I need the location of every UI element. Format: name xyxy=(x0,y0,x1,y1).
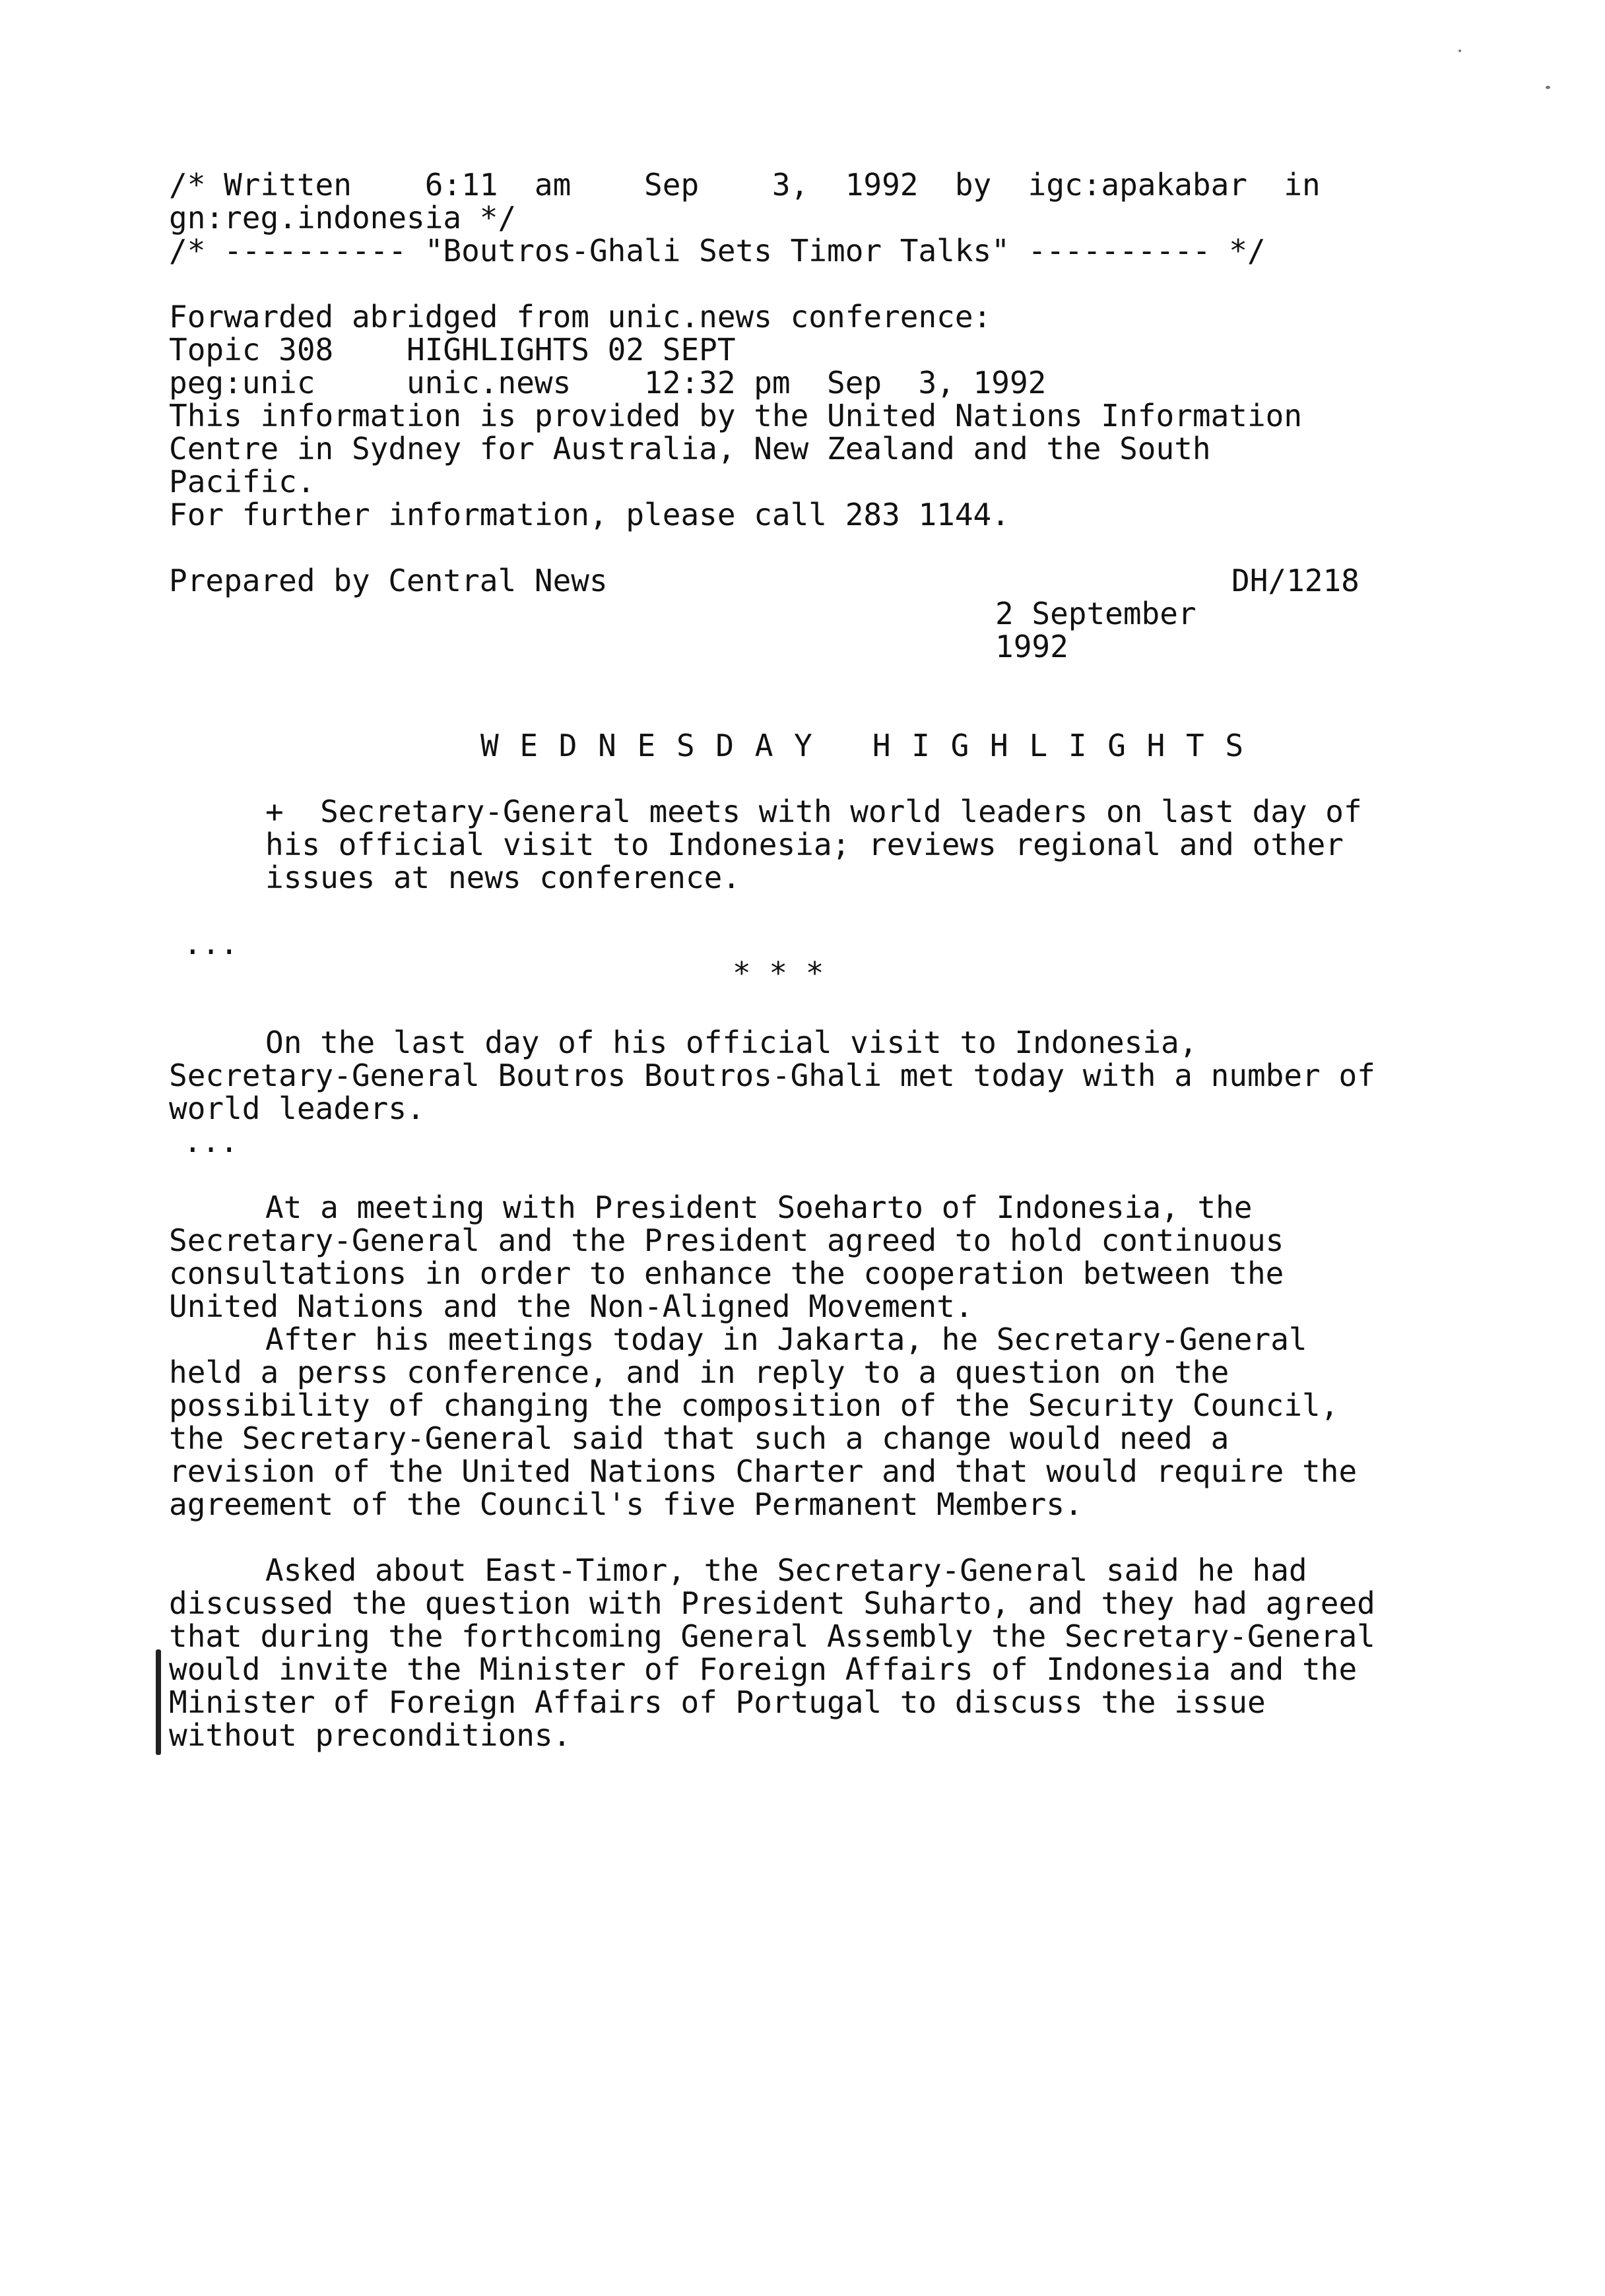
margin-mark xyxy=(156,1649,161,1755)
forward-line-1: Forwarded abridged from unic.news conference: xyxy=(169,299,992,335)
forward-line-2: Topic 308 HIGHLIGHTS 02 SEPT xyxy=(169,332,736,367)
bullet-line-2 xyxy=(265,828,1344,861)
forward-line-7: For further information, please call 283 1144. xyxy=(169,497,1010,532)
forward-line-3: peg:unic unic.news 12:32 pm Sep 3, 1992 xyxy=(169,365,1047,400)
bullet-line-1: + Secretary-General meets with world leaders on last day of xyxy=(265,794,1362,829)
para1-line-1: On the last day of his official visit to Indonesia, xyxy=(265,1025,1198,1060)
document-date-line-2: 1992 xyxy=(995,629,1068,664)
section-separator-stars: * * * xyxy=(733,955,824,991)
ellipsis-marker-1: ... xyxy=(183,926,239,961)
document-date-line-1: 2 September xyxy=(995,596,1196,631)
header-line-3: /* ---------- "Boutros-Ghali Sets Timor Talks" ---------- */ xyxy=(169,233,1266,269)
para4-line-3: that during the forthcoming General Assembly the Secretary-General xyxy=(169,1618,1375,1654)
para4-line-1: Asked about East-Timor, the Secretary-General said he had xyxy=(265,1552,1307,1588)
document-reference: DH/1218 xyxy=(1231,563,1359,598)
ellipsis-marker-2: ... xyxy=(183,1124,239,1159)
para1-line-3: world leaders. xyxy=(169,1091,425,1126)
header-line-1: /* Written 6:11 am Sep 3, 1992 by igc:apakabar in xyxy=(169,167,1321,203)
bullet-line-2-text: his official visit to Indonesia; reviews regional and other xyxy=(265,827,1344,862)
bullet-line-3-text: issues at news conference. xyxy=(265,860,741,895)
para4-line-4: would invite the Minister of Foreign Affairs of Indonesia and the xyxy=(169,1651,1358,1687)
para4-line-5: Minister of Foreign Affairs of Portugal to discuss the issue xyxy=(169,1684,1266,1720)
para3-line-2: held a perss conference, and in reply to a question on the xyxy=(169,1355,1229,1390)
prepared-by: Prepared by Central News xyxy=(169,563,608,598)
para2-line-3: consultations in order to enhance the cooperation between the xyxy=(169,1256,1284,1291)
para3-line-3: possibility of changing the composition of the Security Council, xyxy=(169,1387,1339,1423)
para4-line-6: without preconditions. xyxy=(169,1717,572,1753)
scan-speck xyxy=(1546,86,1550,89)
para3-line-5: revision of the United Nations Charter and that would require the xyxy=(169,1453,1358,1489)
forward-line-5: Centre in Sydney for Australia, New Zealand and the South xyxy=(169,431,1211,466)
bullet-line-3 xyxy=(265,861,740,894)
para1-line-2: Secretary-General Boutros Boutros-Ghali met today with a number of xyxy=(169,1058,1375,1093)
forward-line-6: Pacific. xyxy=(169,464,315,499)
section-heading: W E D N E S D A Y H I G H L I G H T S xyxy=(480,728,1245,763)
para4-line-2: discussed the question with President Suharto, and they had agreed xyxy=(169,1585,1375,1621)
para3-line-4: the Secretary-General said that such a change would need a xyxy=(169,1420,1229,1456)
header-line-2: gn:reg.indonesia */ xyxy=(169,200,517,236)
para3-line-6: agreement of the Council's five Permanent Members. xyxy=(169,1486,1083,1522)
para2-line-1: At a meeting with President Soeharto of Indonesia, the xyxy=(265,1190,1253,1225)
para2-line-4: United Nations and the Non-Aligned Movement. xyxy=(169,1289,973,1324)
para3-line-1: After his meetings today in Jakarta, he Secretary-General xyxy=(265,1322,1307,1357)
forward-line-4: This information is provided by the United Nations Information xyxy=(169,398,1303,433)
scan-speck xyxy=(1458,49,1461,52)
para2-line-2: Secretary-General and the President agreed to hold continuous xyxy=(169,1223,1284,1258)
